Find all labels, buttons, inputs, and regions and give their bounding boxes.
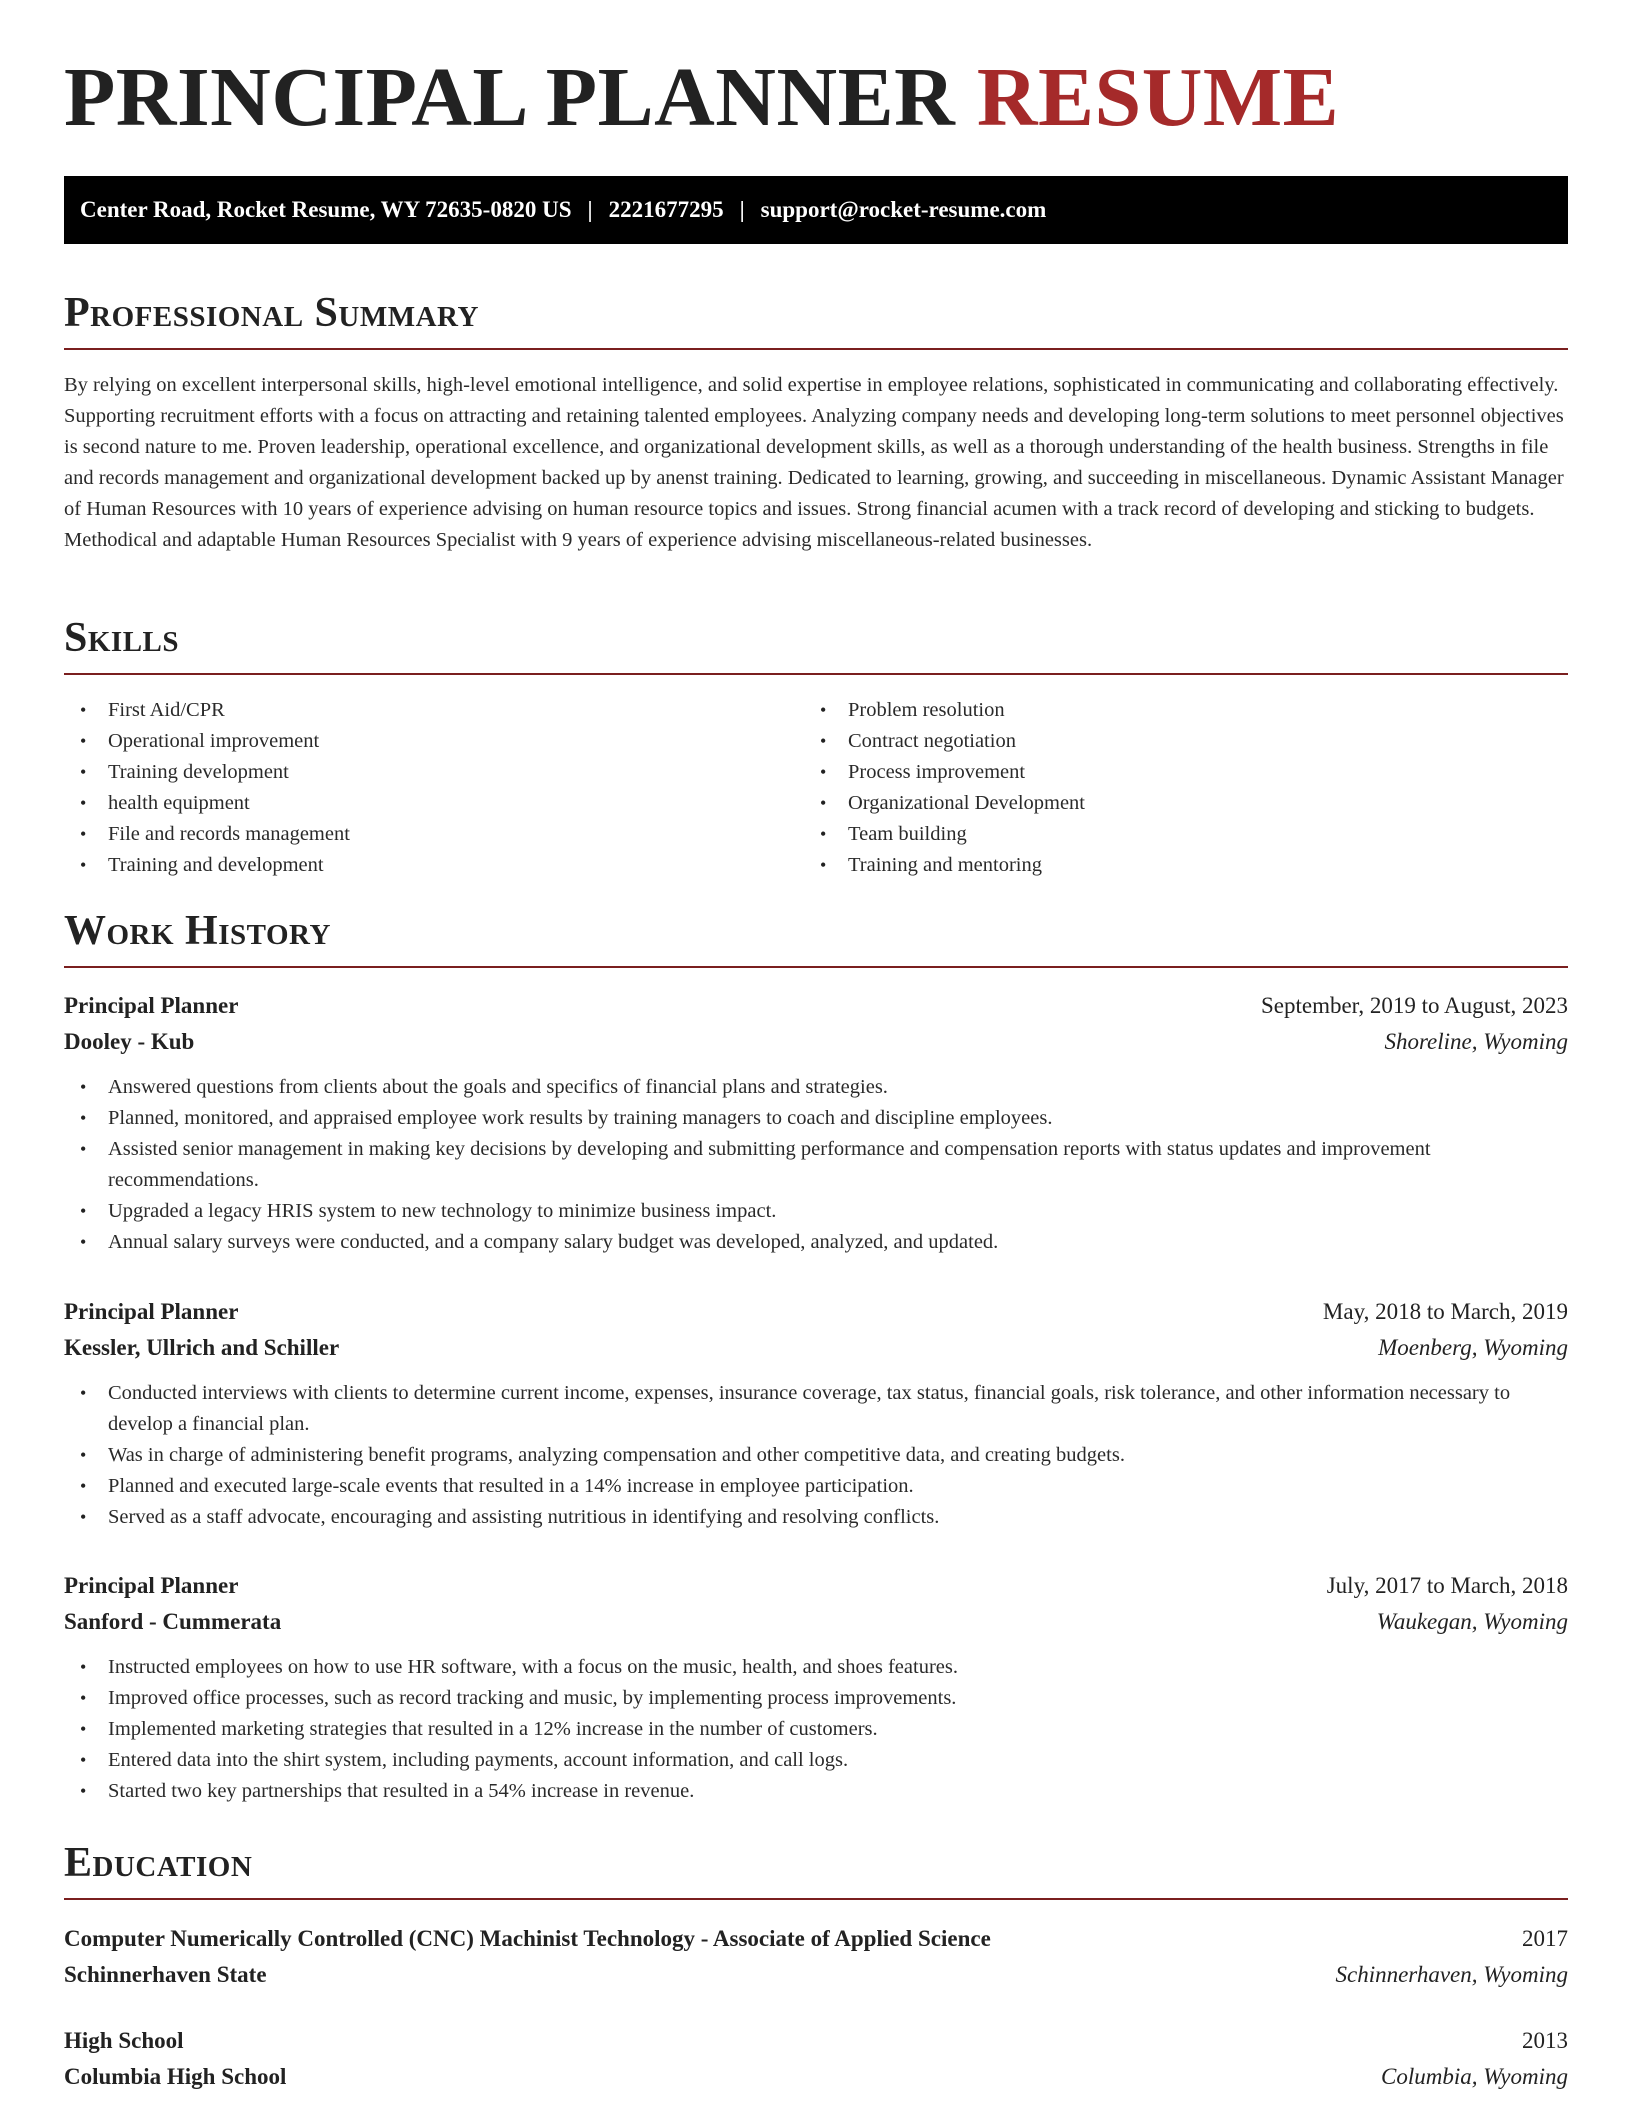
- job-company: Kessler, Ullrich and Schiller: [64, 1335, 340, 1360]
- job-bullet: • Started two key partnerships that resulted in a 54% increase in revenue.: [64, 1776, 1568, 1807]
- job-bullet: • Assisted senior management in making key decisions by developing and submitting performance and compensation reports with status updates and improvement recommendations.: [64, 1134, 1568, 1196]
- job-bullet: • Served as a staff advocate, encouraging and assisting nutritious in identifying and resolving conflicts.: [64, 1502, 1568, 1533]
- job-subheader: [64, 1330, 1568, 1366]
- job-dates: September, 2019 to August, 2023: [1260, 993, 1568, 1018]
- job-bullet: • Implemented marketing strategies that resulted in a 12% increase in the number of customers.: [64, 1714, 1568, 1745]
- skill-item: • Problem resolution: [804, 695, 1544, 726]
- skill-item: • First Aid/CPR: [64, 695, 804, 726]
- job-bullet: • Improved office processes, such as record tracking and music, by implementing process improvements.: [64, 1683, 1568, 1714]
- skills-list: [64, 695, 1568, 881]
- skills-column-right: [804, 695, 1544, 881]
- contact-email[interactable]: support@rocket-resume.com: [760, 197, 1047, 222]
- skill-item: • Contract negotiation: [804, 726, 1544, 757]
- job-location: Moenberg, Wyoming: [1378, 1335, 1568, 1360]
- job-subheader: [64, 1024, 1568, 1060]
- education-year: 2017: [1522, 1926, 1568, 1951]
- education-header: [64, 1921, 1568, 1957]
- job-location: Waukegan, Wyoming: [1376, 1609, 1568, 1634]
- education-subheader: [64, 1957, 1568, 1993]
- skill-item: • Process improvement: [804, 757, 1544, 788]
- section-heading-summary: Professional Summary: [64, 292, 1568, 350]
- job-header: [64, 1568, 1568, 1604]
- education-location: Columbia, Wyoming: [1381, 2064, 1568, 2089]
- skill-item: • Training development: [64, 757, 804, 788]
- job-bullet: • Planned, monitored, and appraised employee work results by training managers to coach and discipline employees.: [64, 1103, 1568, 1134]
- job-title: Principal Planner: [64, 1573, 239, 1598]
- job-bullet: • Entered data into the shirt system, including payments, account information, and call logs.: [64, 1745, 1568, 1776]
- section-heading-work-history: Work History: [64, 910, 1568, 968]
- job-bullets: [64, 1072, 1568, 1258]
- job-dates: July, 2017 to March, 2018: [1326, 1573, 1568, 1598]
- education-header: [64, 2023, 1568, 2059]
- skill-item: • File and records management: [64, 819, 804, 850]
- education-entry: [64, 1921, 1568, 1993]
- contact-bar: [64, 176, 1568, 244]
- skills-column-left: [64, 695, 804, 881]
- job-location: Shoreline, Wyoming: [1384, 1029, 1568, 1054]
- summary-text: By relying on excellent interpersonal skills, high-level emotional intelligence, and solid expertise in employee relations, sophisticated in communicating and collaborating effectively. Supporting recruitment efforts with a focus on attracting and retaining talented employees. Analyzing company needs and developing long-term solutions to meet personnel objectives is second nature to me. Proven leadership, operational excellence, and organizational development skills, as well as a thorough understanding of the health business. Strengths in file and records management and organizational development backed up by anenst training. Dedicated to learning, growing, and succeeding in miscellaneous. Dynamic Assistant Manager of Human Resources with 10 years of experience advising on human resource topics and issues. Strong financial acumen with a track record of developing and sticking to budgets. Methodical and adaptable Human Resources Specialist with 9 years of experience advising miscellaneous-related businesses.: [64, 374, 1564, 551]
- skill-item: • Team building: [804, 819, 1544, 850]
- job-bullets: [64, 1652, 1568, 1807]
- skill-item: • Training and development: [64, 850, 804, 881]
- job-entry: [64, 1294, 1568, 1533]
- contact-address: Center Road, Rocket Resume, WY 72635-0820 US: [80, 197, 572, 222]
- job-bullet: • Planned and executed large-scale events that resulted in a 14% increase in employee participation.: [64, 1471, 1568, 1502]
- job-bullet: • Instructed employees on how to use HR software, with a focus on the music, health, and shoes features.: [64, 1652, 1568, 1683]
- title-accent: RESUME: [976, 51, 1340, 144]
- job-bullet: • Was in charge of administering benefit programs, analyzing compensation and other competitive data, and creating budgets.: [64, 1440, 1568, 1471]
- education-location: Schinnerhaven, Wyoming: [1335, 1962, 1568, 1987]
- job-bullet: • Upgraded a legacy HRIS system to new technology to minimize business impact.: [64, 1196, 1568, 1227]
- job-company: Dooley - Kub: [64, 1029, 195, 1054]
- skill-item: • health equipment: [64, 788, 804, 819]
- job-title: Principal Planner: [64, 1299, 239, 1324]
- education-school: Schinnerhaven State: [64, 1962, 267, 1987]
- job-title: Principal Planner: [64, 993, 239, 1018]
- skill-item: • Operational improvement: [64, 726, 804, 757]
- section-heading-education: Education: [64, 1842, 1568, 1900]
- job-company: Sanford - Cummerata: [64, 1609, 282, 1634]
- skill-item: • Training and mentoring: [804, 850, 1544, 881]
- resume-title: [64, 51, 1340, 144]
- education-school: Columbia High School: [64, 2064, 287, 2089]
- job-entry: [64, 988, 1568, 1258]
- job-header: [64, 1294, 1568, 1330]
- education-degree: High School: [64, 2028, 184, 2053]
- job-header: [64, 988, 1568, 1024]
- education-year: 2013: [1522, 2028, 1568, 2053]
- job-subheader: [64, 1604, 1568, 1640]
- contact-separator: |: [587, 197, 593, 222]
- skill-item: • Organizational Development: [804, 788, 1544, 819]
- job-entry: [64, 1568, 1568, 1807]
- education-subheader: [64, 2059, 1568, 2095]
- contact-phone: 2221677295: [608, 197, 724, 222]
- job-bullets: [64, 1378, 1568, 1533]
- title-main: PRINCIPAL PLANNER: [64, 51, 956, 144]
- job-dates: May, 2018 to March, 2019: [1322, 1299, 1568, 1324]
- education-entry: [64, 2023, 1568, 2095]
- job-bullet: • Annual salary surveys were conducted, and a company salary budget was developed, analyzed, and updated.: [64, 1227, 1568, 1258]
- contact-separator: |: [739, 197, 745, 222]
- job-bullet: • Conducted interviews with clients to determine current income, expenses, insurance coverage, tax status, financial goals, risk tolerance, and other information necessary to develop a financial plan.: [64, 1378, 1568, 1440]
- education-degree: Computer Numerically Controlled (CNC) Machinist Technology - Associate of Applied Science: [64, 1926, 991, 1951]
- section-heading-skills: Skills: [64, 617, 1568, 675]
- job-bullet: • Answered questions from clients about the goals and specifics of financial plans and strategies.: [64, 1072, 1568, 1103]
